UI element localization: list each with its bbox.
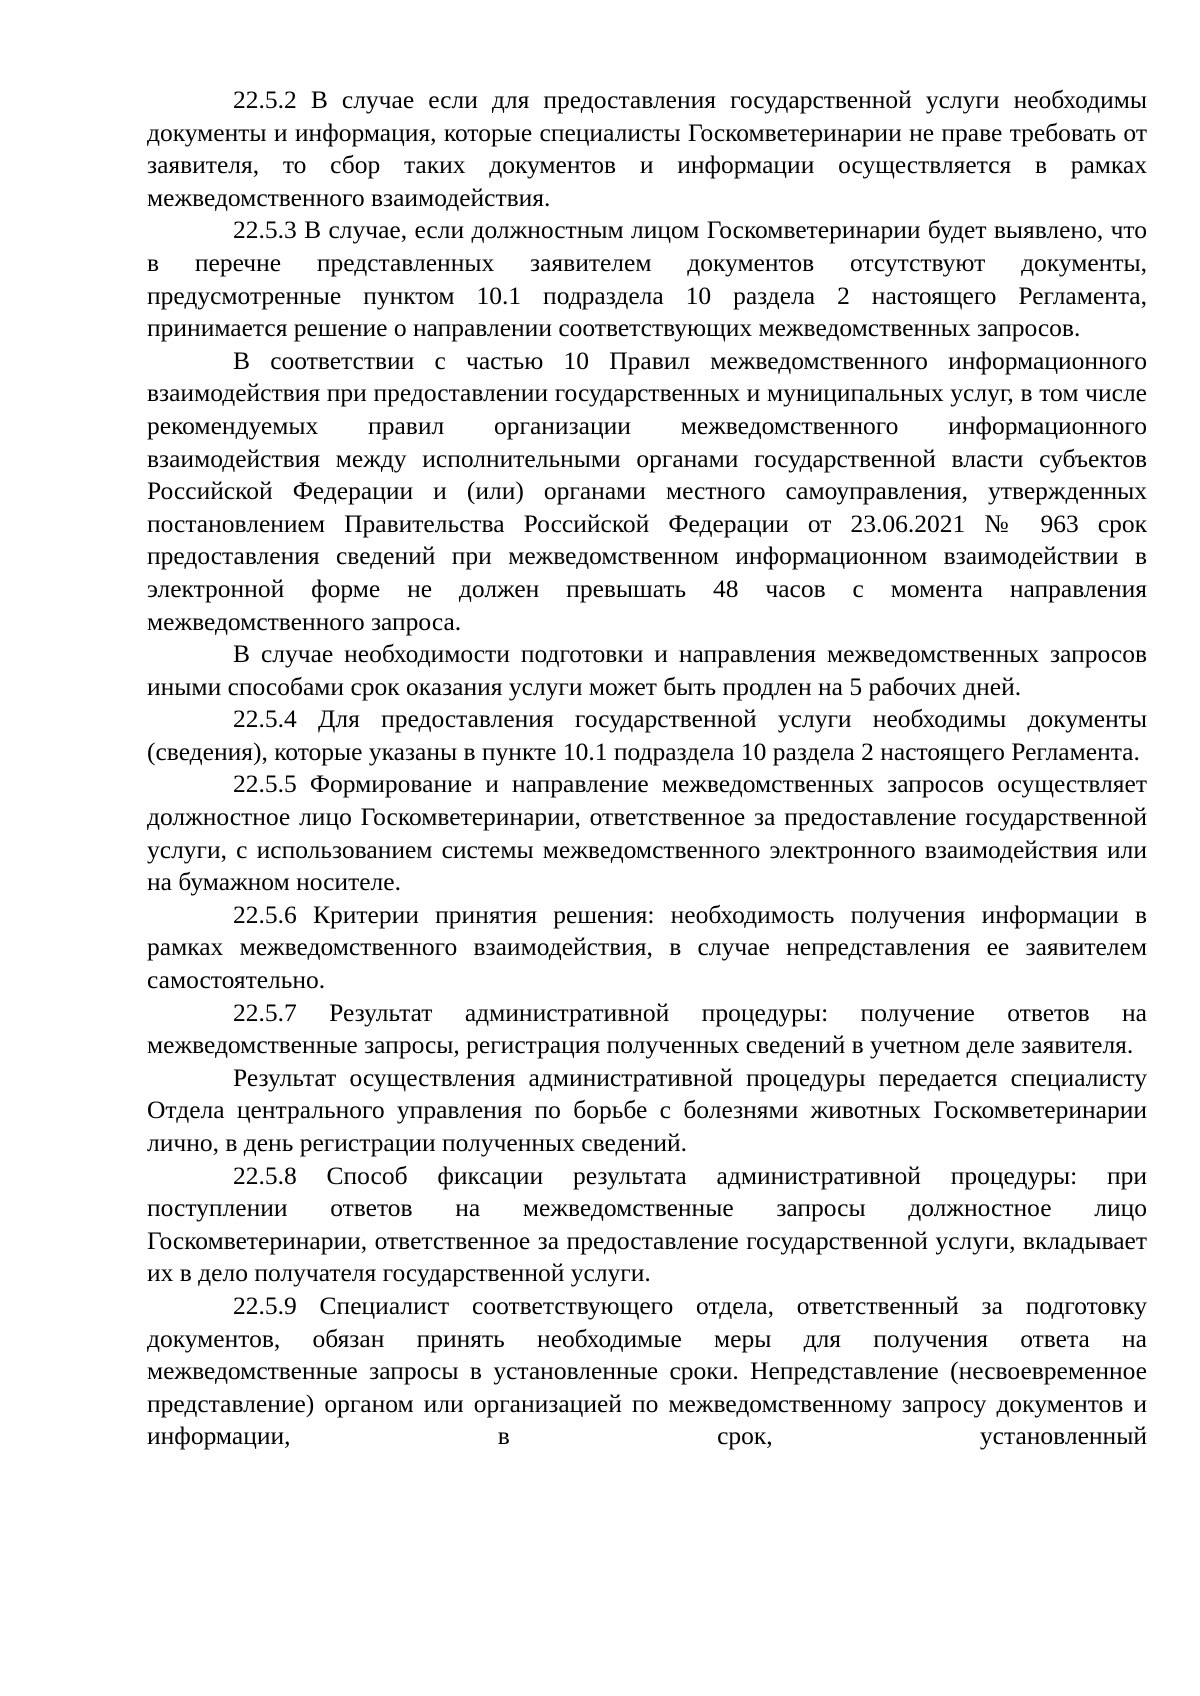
paragraph-22-5-3: 22.5.3 В случае, если должностным лицом Госкомветеринарии будет выявлено, что в перечне представленных заявителем документов отсутствуют документы, предусмотренные пунктом 10.1 подраздела 10 раздела 2 настоящего Регламента, принимается решение о направлении соответствующих межведомственных запросов. bbox=[147, 215, 1147, 343]
paragraph-extension: В случае необходимости подготовки и направления межведомственных запросов иными способами срок оказания услуги может быть продлен на 5 рабочих дней. bbox=[147, 639, 1147, 701]
paragraph-22-5-2: 22.5.2 В случае если для предоставления государственной услуги необходимы документы и информация, которые специалисты Госкомветеринарии не праве требовать от заявителя, то сбор таких документов и информации осуществляется в рамках межведомственного взаимодействия. bbox=[147, 85, 1147, 212]
paragraph-22-5-5: 22.5.5 Формирование и направление межведомственных запросов осуществляет должностное лицо Госкомветеринарии, ответственное за предоставление государственной услуги, с использованием системы межведомственного электронного взаимодействия или на бумажном носителе. bbox=[147, 769, 1147, 897]
paragraph-22-5-7: 22.5.7 Результат административной процедуры: получение ответов на межведомственные запросы, регистрация полученных сведений в учетном деле заявителя. bbox=[147, 997, 1147, 1060]
paragraph-22-5-4: 22.5.4 Для предоставления государственной услуги необходимы документы (сведения), которые указаны в пункте 10.1 подраздела 10 раздела 2 настоящего Регламента. bbox=[147, 704, 1147, 766]
paragraph-interagency-deadline: В соответствии с частью 10 Правил межведомственного информационного взаимодействия при предоставлении государственных и муниципальных услуг, в том числе рекомендуемых правил организации межведомственного информационного взаимодействия между исполнительными органами государственной власти субъектов Российской Федерации и (или) органами местного самоуправления, утвержденных постановлением Правительства Российской Федерации от 23.06.2021 № 963 срок предоставления сведений при межведомственном информационном взаимодействии в электронной форме не должен превышать 48 часов с момента направления межведомственного запроса. bbox=[147, 345, 1147, 636]
document-page bbox=[147, 84, 1147, 1453]
paragraph-22-5-8: 22.5.8 Способ фиксации результата административной процедуры: при поступлении ответов на межведомственные запросы должностное лицо Госкомветеринарии, ответственное за предоставление государственной услуги, вкладывает их в дело получателя государственной услуги. bbox=[147, 1160, 1147, 1288]
paragraph-result-transfer: Результат осуществления административной процедуры передается специалисту Отдела центрального управления по борьбе с болезнями животных Госкомветеринарии лично, в день регистрации полученных сведений. bbox=[147, 1062, 1147, 1157]
paragraph-22-5-9: 22.5.9 Специалист соответствующего отдела, ответственный за подготовку документов, обязан принять необходимые меры для получения ответа на межведомственные запросы в установленные сроки. Непредставление (несвоевременное представление) органом или организацией по межведомственному запросу документов и информации, в срок, установленный bbox=[147, 1290, 1147, 1451]
paragraph-22-5-6: 22.5.6 Критерии принятия решения: необходимость получения информации в рамках межведомственного взаимодействия, в случае непредставления ее заявителем самостоятельно. bbox=[147, 899, 1147, 995]
